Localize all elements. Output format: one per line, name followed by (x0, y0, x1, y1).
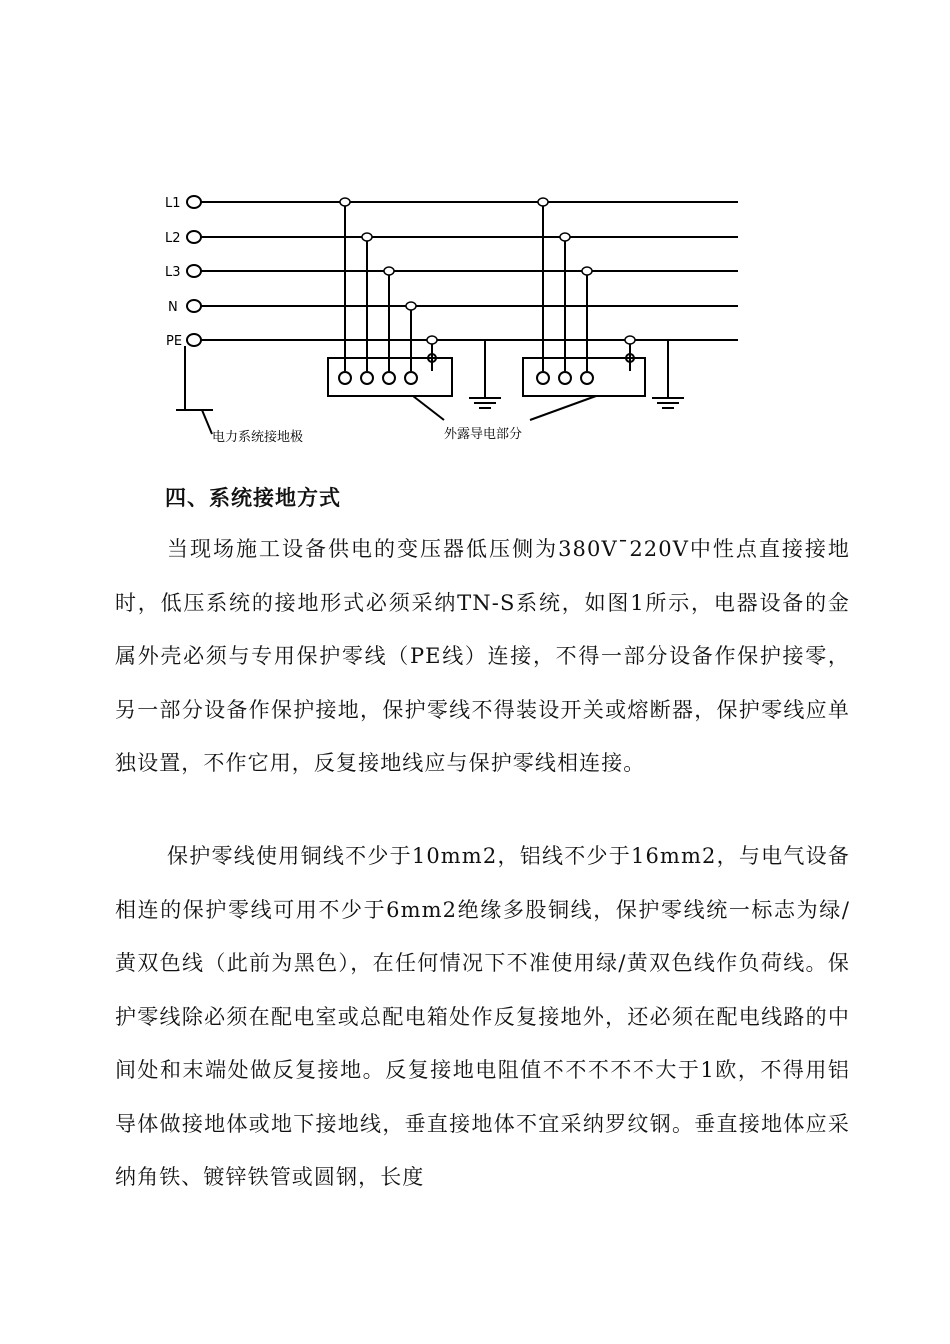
device-1-socket-2 (361, 372, 373, 384)
caption-system-ground: 电力系统接地极 (212, 430, 304, 445)
device-2-socket-2 (559, 372, 571, 384)
terminal-pe (187, 334, 201, 346)
terminal-n (187, 300, 201, 312)
paragraph-grounding-type: 当现场施工设备供电的变压器低压侧为380V¯220V中性点直接接地时，低压系统的接地形式必须采纳TN-S系统，如图1所示，电器设备的金属外壳必须与专用保护零线（PE线）连接，不得一部分设备作保护接零，另一部分设备作保护接地，保护零线不得装设开关或熔断器，保护零线应单独设置，不作它用，反复接地线应与保护零线相连接。 (115, 537, 850, 775)
caption-exposed-parts: 外露导电部分 (444, 427, 523, 442)
label-l1: L1 (165, 196, 181, 211)
device-1-socket-1 (339, 372, 351, 384)
section-heading: 四、系统接地方式 (165, 486, 341, 510)
label-l2: L2 (165, 231, 181, 246)
label-pe: PE (166, 334, 183, 349)
terminal-l2 (187, 231, 201, 243)
device-1-socket-4 (405, 372, 417, 384)
device-2-socket-3 (581, 372, 593, 384)
system-ground-leader (202, 410, 212, 434)
exposed-leader-2 (530, 396, 596, 420)
device-2-socket-1 (537, 372, 549, 384)
terminal-l1 (187, 196, 201, 208)
tn-s-grounding-diagram (0, 0, 950, 460)
paragraph-protective-neutral: 保护零线使用铜线不少于10mm2，铝线不少于16mm2，与电气设备相连的保护零线可用不少于6mm2绝缘多股铜线，保护零线统一标志为绿/黄双色线（此前为黑色），在任何情况下不准使用绿/黄双色线作负荷线。保护零线除必须在配电室或总配电箱处作反复接地外，还必须在配电线路的中间处和末端处做反复接地。反复接地电阻值不不不不不大于1欧，不得用铝导体做接地体或地下接地线，垂直接地体不宜采纳罗纹钢。垂直接地体应采纳角铁、镀锌铁管或圆钢，长度 (115, 844, 850, 1189)
device-2-box (523, 358, 645, 396)
label-n: N (168, 300, 178, 315)
label-l3: L3 (165, 265, 181, 280)
terminal-l3 (187, 265, 201, 277)
exposed-leader-1 (413, 396, 444, 420)
device-1-socket-3 (383, 372, 395, 384)
